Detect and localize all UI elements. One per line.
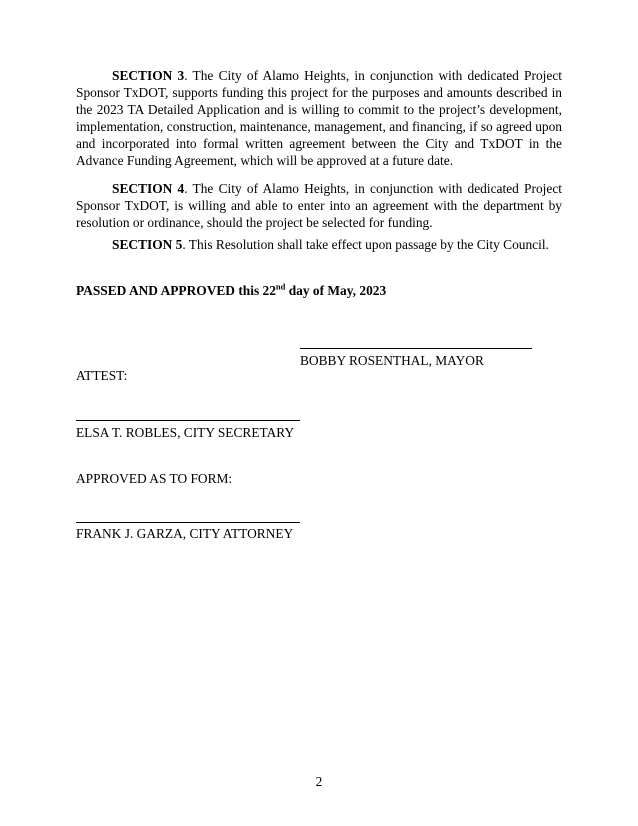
attest-label: ATTEST: [76, 368, 128, 383]
secretary-signature-line [76, 420, 300, 421]
passed-suffix: day of May, 2023 [285, 283, 387, 298]
section-5-heading: SECTION 5 [112, 237, 183, 252]
approved-as-to-form-label: APPROVED AS TO FORM: [76, 471, 233, 486]
section-5-text: . This Resolution shall take effect upon passage by the City Council. [182, 237, 549, 252]
passed-and-approved-line [76, 282, 386, 299]
mayor-name: BOBBY ROSENTHAL, MAYOR [300, 353, 484, 368]
section-4-paragraph [76, 180, 562, 231]
section-5-paragraph [76, 236, 562, 253]
secretary-name: ELSA T. ROBLES, CITY SECRETARY [76, 425, 295, 440]
page-number: 2 [315, 774, 323, 789]
section-3-text: . The City of Alamo Heights, in conjunction with dedicated Project Sponsor TxDOT, supports funding this project for the purposes and amounts described in the 2023 TA Detailed Application and is willing to commit to the project’s development, implementation, construction, maintenance, management, and financing, if so agreed upon and incorporated into formal written agreement between the City and TxDOT in the Advance Funding Agreement, which will be approved at a future date. [76, 68, 562, 168]
mayor-signature-line [300, 348, 532, 349]
attorney-name: FRANK J. GARZA, CITY ATTORNEY [76, 526, 294, 541]
passed-prefix: PASSED AND APPROVED this 22 [76, 283, 276, 298]
passed-ordinal: nd [275, 281, 286, 292]
attorney-signature-line [76, 522, 300, 523]
section-3-heading: SECTION 3 [112, 68, 185, 83]
section-4-heading: SECTION 4 [112, 181, 185, 196]
section-4-text: . The City of Alamo Heights, in conjunction with dedicated Project Sponsor TxDOT, is willing and able to enter into an agreement with the department by resolution or ordinance, should the project be selected for funding. [76, 181, 562, 230]
section-3-paragraph [76, 67, 562, 169]
